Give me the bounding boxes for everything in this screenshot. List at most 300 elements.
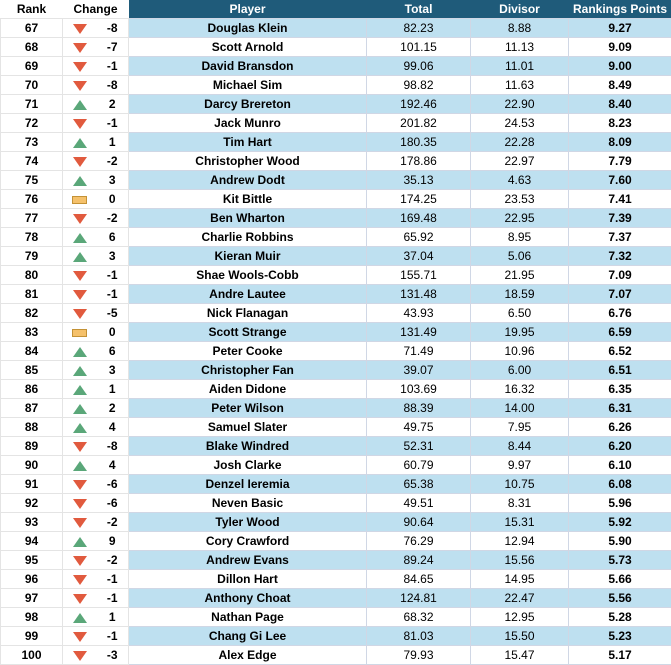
total-cell: 155.71 (367, 266, 471, 285)
table-row (1, 95, 671, 114)
player-cell: David Bransdon (129, 57, 367, 76)
rank-cell: 85 (1, 361, 63, 380)
player-cell: Jack Munro (129, 114, 367, 133)
table-row (1, 57, 671, 76)
rank-cell: 67 (1, 19, 63, 38)
divisor-cell: 23.53 (471, 190, 569, 209)
down-triangle-icon (73, 575, 87, 585)
rank-cell: 99 (1, 627, 63, 646)
divisor-cell: 16.32 (471, 380, 569, 399)
up-triangle-icon (73, 233, 87, 243)
player-cell: Anthony Choat (129, 589, 367, 608)
points-cell: 8.49 (569, 76, 671, 95)
change-icon-cell (63, 589, 97, 608)
change-cell: 3 (97, 247, 129, 266)
table-row (1, 190, 671, 209)
player-cell: Shae Wools-Cobb (129, 266, 367, 285)
player-cell: Denzel Ieremia (129, 475, 367, 494)
total-cell: 79.93 (367, 646, 471, 665)
table-row (1, 551, 671, 570)
divisor-cell: 6.00 (471, 361, 569, 380)
player-cell: Blake Windred (129, 437, 367, 456)
points-cell: 7.07 (569, 285, 671, 304)
change-cell: -3 (97, 646, 129, 665)
points-cell: 6.08 (569, 475, 671, 494)
rank-cell: 90 (1, 456, 63, 475)
rank-cell: 83 (1, 323, 63, 342)
points-cell: 5.90 (569, 532, 671, 551)
up-triangle-icon (73, 100, 87, 110)
player-header: Player (129, 0, 367, 19)
up-triangle-icon (73, 537, 87, 547)
points-cell: 8.40 (569, 95, 671, 114)
divisor-cell: 18.59 (471, 285, 569, 304)
player-cell: Ben Wharton (129, 209, 367, 228)
table-row (1, 342, 671, 361)
player-cell: Peter Cooke (129, 342, 367, 361)
points-cell: 7.32 (569, 247, 671, 266)
header-row (1, 0, 671, 19)
change-icon-cell (63, 209, 97, 228)
change-cell: 9 (97, 532, 129, 551)
table-row (1, 19, 671, 38)
change-icon-cell (63, 570, 97, 589)
divisor-cell: 10.75 (471, 475, 569, 494)
player-cell: Tim Hart (129, 133, 367, 152)
player-cell: Nathan Page (129, 608, 367, 627)
total-cell: 49.75 (367, 418, 471, 437)
change-icon-cell (63, 171, 97, 190)
points-cell: 6.35 (569, 380, 671, 399)
points-cell: 7.79 (569, 152, 671, 171)
divisor-cell: 12.94 (471, 532, 569, 551)
table-row (1, 247, 671, 266)
change-icon-cell (63, 152, 97, 171)
divisor-cell: 8.88 (471, 19, 569, 38)
table-row (1, 228, 671, 247)
rank-cell: 79 (1, 247, 63, 266)
change-cell: -1 (97, 266, 129, 285)
change-cell: 1 (97, 380, 129, 399)
table-row (1, 76, 671, 95)
player-cell: Andre Lautee (129, 285, 367, 304)
points-cell: 6.52 (569, 342, 671, 361)
table-row (1, 38, 671, 57)
points-cell: 6.20 (569, 437, 671, 456)
divisor-cell: 8.95 (471, 228, 569, 247)
points-cell: 6.31 (569, 399, 671, 418)
table-row (1, 285, 671, 304)
no-change-icon (72, 196, 87, 204)
rank-cell: 86 (1, 380, 63, 399)
divisor-header: Divisor (471, 0, 569, 19)
table-row (1, 570, 671, 589)
change-icon-cell (63, 57, 97, 76)
rank-cell: 68 (1, 38, 63, 57)
table-row (1, 399, 671, 418)
divisor-cell: 19.95 (471, 323, 569, 342)
change-cell: 6 (97, 228, 129, 247)
rank-cell: 73 (1, 133, 63, 152)
points-cell: 5.23 (569, 627, 671, 646)
down-triangle-icon (73, 24, 87, 34)
points-cell: 8.09 (569, 133, 671, 152)
rank-cell: 87 (1, 399, 63, 418)
player-cell: Josh Clarke (129, 456, 367, 475)
total-cell: 103.69 (367, 380, 471, 399)
divisor-cell: 15.47 (471, 646, 569, 665)
total-cell: 81.03 (367, 627, 471, 646)
total-cell: 49.51 (367, 494, 471, 513)
player-cell: Tyler Wood (129, 513, 367, 532)
change-icon-cell (63, 456, 97, 475)
player-cell: Scott Arnold (129, 38, 367, 57)
change-icon-cell (63, 627, 97, 646)
change-cell: -7 (97, 38, 129, 57)
change-icon-cell (63, 95, 97, 114)
change-icon-cell (63, 342, 97, 361)
player-cell: Kieran Muir (129, 247, 367, 266)
total-cell: 99.06 (367, 57, 471, 76)
divisor-cell: 12.95 (471, 608, 569, 627)
table-row (1, 380, 671, 399)
change-icon-cell (63, 133, 97, 152)
table-row (1, 171, 671, 190)
divisor-cell: 22.47 (471, 589, 569, 608)
divisor-cell: 15.31 (471, 513, 569, 532)
player-cell: Kit Bittle (129, 190, 367, 209)
change-icon-cell (63, 494, 97, 513)
no-change-icon (72, 329, 87, 337)
total-cell: 131.48 (367, 285, 471, 304)
table-row (1, 646, 671, 665)
change-icon-cell (63, 532, 97, 551)
divisor-cell: 6.50 (471, 304, 569, 323)
table-row (1, 475, 671, 494)
change-cell: 6 (97, 342, 129, 361)
divisor-cell: 8.31 (471, 494, 569, 513)
change-cell: -1 (97, 114, 129, 133)
up-triangle-icon (73, 385, 87, 395)
total-cell: 65.92 (367, 228, 471, 247)
down-triangle-icon (73, 157, 87, 167)
down-triangle-icon (73, 81, 87, 91)
change-cell: -6 (97, 494, 129, 513)
total-cell: 89.24 (367, 551, 471, 570)
divisor-cell: 22.97 (471, 152, 569, 171)
change-icon-cell (63, 437, 97, 456)
points-cell: 5.66 (569, 570, 671, 589)
points-cell: 6.51 (569, 361, 671, 380)
player-cell: Christopher Fan (129, 361, 367, 380)
player-cell: Neven Basic (129, 494, 367, 513)
up-triangle-icon (73, 613, 87, 623)
points-cell: 5.96 (569, 494, 671, 513)
change-icon-cell (63, 380, 97, 399)
up-triangle-icon (73, 252, 87, 262)
change-cell: -1 (97, 627, 129, 646)
change-icon-cell (63, 399, 97, 418)
table-row (1, 456, 671, 475)
change-cell: -2 (97, 209, 129, 228)
total-cell: 39.07 (367, 361, 471, 380)
rank-cell: 92 (1, 494, 63, 513)
rank-cell: 94 (1, 532, 63, 551)
total-cell: 60.79 (367, 456, 471, 475)
change-icon-cell (63, 228, 97, 247)
player-cell: Cory Crawford (129, 532, 367, 551)
up-triangle-icon (73, 176, 87, 186)
player-cell: Samuel Slater (129, 418, 367, 437)
divisor-cell: 10.96 (471, 342, 569, 361)
change-cell: -8 (97, 76, 129, 95)
change-icon-cell (63, 323, 97, 342)
change-icon-cell (63, 19, 97, 38)
player-cell: Scott Strange (129, 323, 367, 342)
rank-cell: 77 (1, 209, 63, 228)
points-cell: 9.00 (569, 57, 671, 76)
change-cell: 2 (97, 399, 129, 418)
total-cell: 174.25 (367, 190, 471, 209)
change-icon-cell (63, 646, 97, 665)
table-row (1, 532, 671, 551)
rank-cell: 100 (1, 646, 63, 665)
points-cell: 7.39 (569, 209, 671, 228)
change-cell: 0 (97, 190, 129, 209)
player-cell: Chang Gi Lee (129, 627, 367, 646)
rank-cell: 93 (1, 513, 63, 532)
down-triangle-icon (73, 632, 87, 642)
total-cell: 68.32 (367, 608, 471, 627)
change-icon-cell (63, 247, 97, 266)
change-cell: -2 (97, 152, 129, 171)
points-cell: 5.73 (569, 551, 671, 570)
total-cell: 124.81 (367, 589, 471, 608)
change-cell: -1 (97, 57, 129, 76)
table-row (1, 627, 671, 646)
player-cell: Andrew Evans (129, 551, 367, 570)
up-triangle-icon (73, 347, 87, 357)
table-row (1, 361, 671, 380)
total-cell: 88.39 (367, 399, 471, 418)
points-cell: 7.60 (569, 171, 671, 190)
points-cell: 7.41 (569, 190, 671, 209)
rank-cell: 82 (1, 304, 63, 323)
change-cell: -1 (97, 589, 129, 608)
total-cell: 178.86 (367, 152, 471, 171)
total-cell: 35.13 (367, 171, 471, 190)
total-cell: 65.38 (367, 475, 471, 494)
total-cell: 169.48 (367, 209, 471, 228)
divisor-cell: 22.90 (471, 95, 569, 114)
change-cell: 3 (97, 171, 129, 190)
change-icon-cell (63, 114, 97, 133)
player-cell: Charlie Robbins (129, 228, 367, 247)
total-cell: 180.35 (367, 133, 471, 152)
down-triangle-icon (73, 442, 87, 452)
change-icon-cell (63, 38, 97, 57)
change-cell: -6 (97, 475, 129, 494)
total-cell: 101.15 (367, 38, 471, 57)
down-triangle-icon (73, 62, 87, 72)
down-triangle-icon (73, 290, 87, 300)
rank-cell: 97 (1, 589, 63, 608)
down-triangle-icon (73, 271, 87, 281)
table-row (1, 266, 671, 285)
divisor-cell: 22.28 (471, 133, 569, 152)
player-cell: Christopher Wood (129, 152, 367, 171)
change-cell: -8 (97, 437, 129, 456)
rank-cell: 74 (1, 152, 63, 171)
change-icon-cell (63, 418, 97, 437)
change-icon-cell (63, 608, 97, 627)
rank-cell: 75 (1, 171, 63, 190)
rank-cell: 70 (1, 76, 63, 95)
points-cell: 8.23 (569, 114, 671, 133)
change-cell: 3 (97, 361, 129, 380)
change-icon-cell (63, 475, 97, 494)
divisor-cell: 15.50 (471, 627, 569, 646)
rank-cell: 96 (1, 570, 63, 589)
rank-cell: 95 (1, 551, 63, 570)
rank-cell: 80 (1, 266, 63, 285)
down-triangle-icon (73, 594, 87, 604)
player-cell: Andrew Dodt (129, 171, 367, 190)
up-triangle-icon (73, 461, 87, 471)
points-cell: 6.10 (569, 456, 671, 475)
change-icon-cell (63, 513, 97, 532)
points-cell: 5.92 (569, 513, 671, 532)
divisor-cell: 14.00 (471, 399, 569, 418)
divisor-cell: 22.95 (471, 209, 569, 228)
divisor-cell: 7.95 (471, 418, 569, 437)
player-cell: Douglas Klein (129, 19, 367, 38)
down-triangle-icon (73, 214, 87, 224)
points-cell: 9.27 (569, 19, 671, 38)
total-cell: 82.23 (367, 19, 471, 38)
rank-header: Rank (1, 0, 63, 19)
total-cell: 43.93 (367, 304, 471, 323)
player-cell: Michael Sim (129, 76, 367, 95)
rank-cell: 88 (1, 418, 63, 437)
down-triangle-icon (73, 499, 87, 509)
change-icon-cell (63, 190, 97, 209)
down-triangle-icon (73, 480, 87, 490)
up-triangle-icon (73, 366, 87, 376)
player-cell: Dillon Hart (129, 570, 367, 589)
table-row (1, 513, 671, 532)
total-cell: 98.82 (367, 76, 471, 95)
table-row (1, 304, 671, 323)
divisor-cell: 9.97 (471, 456, 569, 475)
change-cell: 1 (97, 133, 129, 152)
points-cell: 7.09 (569, 266, 671, 285)
player-cell: Peter Wilson (129, 399, 367, 418)
change-cell: -2 (97, 513, 129, 532)
points-cell: 9.09 (569, 38, 671, 57)
change-cell: -8 (97, 19, 129, 38)
change-icon-cell (63, 266, 97, 285)
divisor-cell: 5.06 (471, 247, 569, 266)
change-cell: 2 (97, 95, 129, 114)
rank-cell: 71 (1, 95, 63, 114)
points-cell: 6.76 (569, 304, 671, 323)
change-icon-cell (63, 304, 97, 323)
change-cell: -1 (97, 570, 129, 589)
total-cell: 37.04 (367, 247, 471, 266)
divisor-cell: 8.44 (471, 437, 569, 456)
player-cell: Darcy Brereton (129, 95, 367, 114)
points-cell: 6.26 (569, 418, 671, 437)
rank-cell: 91 (1, 475, 63, 494)
points-cell: 5.28 (569, 608, 671, 627)
points-header: Rankings Points (569, 0, 671, 19)
divisor-cell: 24.53 (471, 114, 569, 133)
table-row (1, 589, 671, 608)
total-cell: 84.65 (367, 570, 471, 589)
change-cell: -5 (97, 304, 129, 323)
change-cell: 4 (97, 418, 129, 437)
up-triangle-icon (73, 138, 87, 148)
rank-cell: 72 (1, 114, 63, 133)
points-cell: 6.59 (569, 323, 671, 342)
rank-cell: 89 (1, 437, 63, 456)
rank-cell: 84 (1, 342, 63, 361)
points-cell: 7.37 (569, 228, 671, 247)
rank-cell: 81 (1, 285, 63, 304)
down-triangle-icon (73, 556, 87, 566)
divisor-cell: 11.63 (471, 76, 569, 95)
down-triangle-icon (73, 43, 87, 53)
change-icon-cell (63, 76, 97, 95)
change-cell: 4 (97, 456, 129, 475)
divisor-cell: 11.13 (471, 38, 569, 57)
rank-cell: 69 (1, 57, 63, 76)
total-cell: 201.82 (367, 114, 471, 133)
rank-cell: 76 (1, 190, 63, 209)
total-cell: 76.29 (367, 532, 471, 551)
table-row (1, 323, 671, 342)
table-row (1, 152, 671, 171)
change-cell: -2 (97, 551, 129, 570)
down-triangle-icon (73, 651, 87, 661)
change-header: Change (63, 0, 129, 19)
change-icon-cell (63, 361, 97, 380)
table-row (1, 418, 671, 437)
divisor-cell: 15.56 (471, 551, 569, 570)
down-triangle-icon (73, 309, 87, 319)
table-row (1, 133, 671, 152)
table-row (1, 209, 671, 228)
rank-cell: 78 (1, 228, 63, 247)
total-cell: 90.64 (367, 513, 471, 532)
table-row (1, 494, 671, 513)
total-header: Total (367, 0, 471, 19)
divisor-cell: 14.95 (471, 570, 569, 589)
change-icon-cell (63, 551, 97, 570)
divisor-cell: 4.63 (471, 171, 569, 190)
change-icon-cell (63, 285, 97, 304)
player-cell: Alex Edge (129, 646, 367, 665)
rank-cell: 98 (1, 608, 63, 627)
points-cell: 5.56 (569, 589, 671, 608)
total-cell: 131.49 (367, 323, 471, 342)
points-cell: 5.17 (569, 646, 671, 665)
change-cell: 1 (97, 608, 129, 627)
divisor-cell: 21.95 (471, 266, 569, 285)
up-triangle-icon (73, 404, 87, 414)
total-cell: 71.49 (367, 342, 471, 361)
